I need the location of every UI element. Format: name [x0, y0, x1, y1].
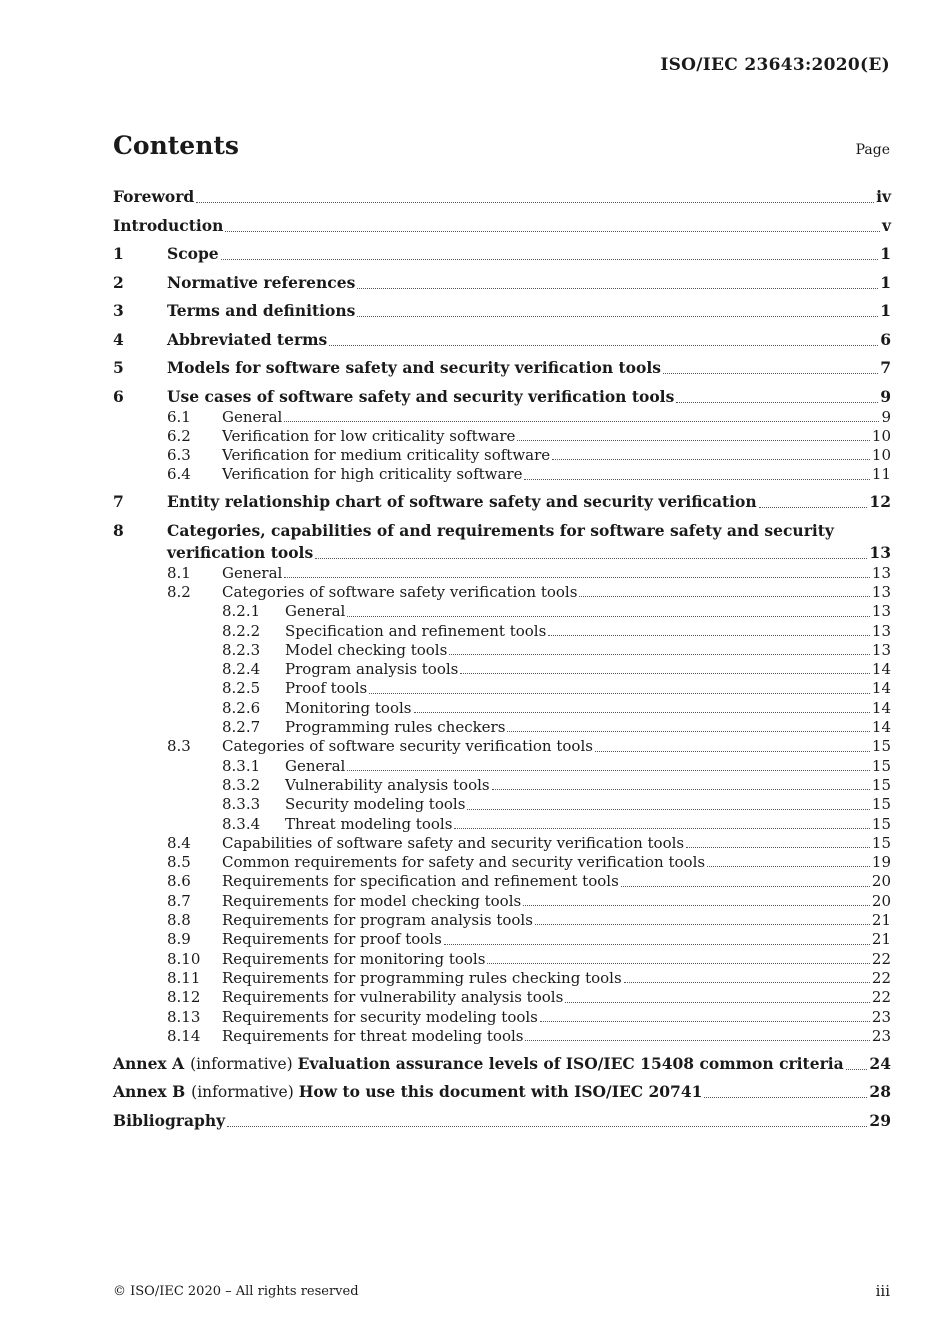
toc-entry-title: Requirements for threat modeling tools	[222, 1026, 524, 1045]
toc-entry-page: 15	[871, 756, 891, 775]
toc-entry-page: 22	[871, 949, 891, 968]
toc-entry-number: 5	[113, 358, 124, 377]
dot-leader	[449, 641, 870, 655]
toc-entry-page: 15	[871, 737, 891, 756]
toc-entry[interactable]	[113, 300, 891, 322]
toc-entry[interactable]	[113, 950, 891, 969]
toc-heading: Contents	[113, 131, 240, 160]
toc-entry[interactable]	[113, 427, 891, 446]
dot-leader	[347, 757, 870, 771]
toc-entry[interactable]	[113, 1081, 891, 1103]
toc-entry-page: 29	[869, 1110, 891, 1130]
toc-entry-title: Verification for low criticality software	[222, 426, 516, 445]
dot-leader	[284, 564, 870, 578]
dot-leader	[467, 795, 870, 809]
dot-leader	[284, 408, 879, 422]
dot-leader	[707, 853, 870, 867]
dot-leader	[523, 892, 870, 906]
toc-entry-number: 8.2.6	[222, 698, 261, 717]
toc-entry-title: Evaluation assurance levels of ISO/IEC 15408 common criteria	[297, 1053, 844, 1073]
dot-leader	[676, 386, 878, 403]
toc-entry-number: 8.1	[167, 563, 191, 582]
toc-entry-page: 28	[869, 1082, 891, 1102]
toc-entry[interactable]	[113, 872, 891, 891]
toc-entry-title: Categories of software security verification tools	[222, 737, 593, 756]
toc-entry[interactable]	[113, 583, 891, 602]
annex-note: (informative)	[191, 1083, 294, 1102]
toc-entry[interactable]	[113, 564, 891, 583]
toc-entry-page: 22	[871, 988, 891, 1007]
toc-entry-title: Requirements for programming rules checking tools	[222, 968, 622, 987]
dot-leader	[517, 427, 869, 441]
toc-entry[interactable]	[113, 520, 891, 542]
toc-entry[interactable]	[113, 465, 891, 484]
dot-leader	[548, 622, 870, 636]
toc-entry-title: Categories of software safety verification tools	[222, 582, 578, 601]
toc-entry-title: Requirements for model checking tools	[222, 891, 522, 910]
toc-entry-title: Terms and definitions	[167, 301, 356, 320]
toc-entry-number: 8.2	[167, 582, 191, 601]
toc-entry-page: v	[881, 215, 891, 235]
toc-entry-page: 7	[880, 358, 891, 377]
dot-leader	[227, 1110, 867, 1127]
toc-entry-title: Requirements for monitoring tools	[222, 949, 486, 968]
dot-leader	[196, 186, 874, 203]
toc-entry-page: 20	[871, 891, 891, 910]
toc-entry-page: 24	[869, 1053, 891, 1073]
toc-entry-number: 8.13	[167, 1007, 201, 1026]
toc-entry-number: 8.12	[167, 988, 201, 1007]
toc-entry[interactable]	[113, 988, 891, 1007]
toc-entry-title: Models for software safety and security verification tools	[167, 358, 661, 377]
toc-entry-number: 8.8	[167, 911, 191, 930]
toc-entry[interactable]	[113, 1053, 891, 1075]
toc-entry-number: 8.9	[167, 930, 191, 949]
toc-entry-title: Verification for high criticality software	[222, 465, 523, 484]
dot-leader	[444, 930, 870, 944]
toc-entry-page: 15	[871, 814, 891, 833]
page-column-label: Page	[855, 142, 890, 158]
toc-entry-page: 14	[871, 679, 891, 698]
toc-entry[interactable]	[113, 679, 891, 698]
dot-leader	[329, 329, 878, 346]
toc-entry[interactable]	[113, 622, 891, 641]
dot-leader	[507, 718, 869, 732]
toc-entry-number: 8.2.5	[222, 679, 261, 698]
toc-entry-page: 21	[871, 911, 891, 930]
toc-entry-page: 1	[880, 244, 891, 263]
toc-entry-page: 13	[869, 542, 891, 562]
toc-entry-title: Entity relationship chart of software safety and security verification	[167, 492, 757, 512]
dot-leader	[414, 699, 870, 713]
table-of-contents	[113, 186, 891, 1132]
toc-entry-title: General	[222, 563, 283, 582]
dot-leader	[595, 737, 870, 751]
dot-leader	[369, 679, 870, 693]
dot-leader	[552, 446, 870, 460]
toc-entry[interactable]	[113, 911, 891, 930]
toc-entry-page: 23	[871, 1026, 891, 1045]
toc-entry-title: verification tools	[167, 542, 314, 562]
dot-leader	[524, 465, 869, 479]
toc-entry-title: Categories, capabilities of and requirements for software safety and security	[167, 520, 834, 540]
toc-entry-page: 15	[871, 775, 891, 794]
toc-entry-number: 8.2.1	[222, 602, 261, 621]
toc-entry-title: Requirements for program analysis tools	[222, 911, 533, 930]
dot-leader	[315, 542, 867, 559]
dot-leader	[565, 988, 870, 1002]
dot-leader	[225, 215, 880, 232]
toc-entry-number: 2	[113, 272, 124, 292]
toc-entry-number: 8.2.7	[222, 718, 261, 737]
toc-entry-page: 1	[880, 272, 891, 292]
toc-entry-number: 8.5	[167, 853, 191, 872]
toc-entry[interactable]	[113, 542, 891, 564]
toc-entry-number: 8.4	[167, 833, 191, 852]
toc-entry-title: Foreword	[113, 187, 195, 206]
toc-entry[interactable]	[113, 834, 891, 853]
toc-entry-number: 3	[113, 301, 124, 320]
toc-entry-page: 13	[871, 640, 891, 659]
dot-leader	[624, 969, 870, 983]
toc-entry-number: 8.2.2	[222, 621, 261, 640]
toc-entry-title: Requirements for proof tools	[222, 930, 442, 949]
toc-entry-title: Bibliography	[113, 1110, 226, 1130]
toc-entry[interactable]	[113, 357, 891, 379]
toc-entry-page: 10	[871, 426, 891, 445]
toc-entry-number: 1	[113, 244, 124, 263]
toc-entry-page: 13	[871, 602, 891, 621]
toc-entry-title: Proof tools	[285, 679, 368, 698]
dot-leader	[846, 1053, 868, 1070]
toc-entry-number: 8.2.4	[222, 660, 261, 679]
toc-entry-title: Common requirements for safety and security verification tools	[222, 853, 706, 872]
annex-label: Annex A	[113, 1053, 185, 1073]
toc-entry-number: 6.4	[167, 465, 191, 484]
toc-entry[interactable]	[113, 718, 891, 737]
toc-entry-title: Model checking tools	[285, 640, 448, 659]
toc-entry[interactable]	[113, 641, 891, 660]
toc-entry[interactable]	[113, 776, 891, 795]
toc-entry[interactable]	[113, 491, 891, 513]
toc-entry[interactable]	[113, 795, 891, 814]
toc-entry-number: 4	[113, 329, 124, 349]
toc-entry-number: 8.2.3	[222, 640, 261, 659]
toc-entry-page: 1	[880, 301, 891, 320]
toc-entry-title: General	[285, 602, 346, 621]
toc-entry[interactable]	[113, 660, 891, 679]
toc-entry-page: 20	[871, 872, 891, 891]
toc-entry-page: 13	[871, 621, 891, 640]
dot-leader	[704, 1081, 867, 1098]
toc-entry-number: 8.14	[167, 1026, 201, 1045]
toc-entry-number: 8.7	[167, 891, 191, 910]
toc-entry-number: 8.3.4	[222, 814, 261, 833]
toc-entry-page: 19	[871, 853, 891, 872]
toc-entry-page: 22	[871, 968, 891, 987]
toc-entry-page: 6	[880, 329, 891, 349]
toc-entry-title: General	[222, 407, 283, 426]
toc-entry[interactable]	[113, 1027, 891, 1046]
toc-entry-title: Program analysis tools	[285, 660, 459, 679]
toc-entry[interactable]	[113, 892, 891, 911]
toc-entry[interactable]	[113, 1110, 891, 1132]
dot-leader	[221, 243, 879, 260]
toc-entry-page: 13	[871, 582, 891, 601]
annex-note: (informative)	[190, 1054, 293, 1073]
toc-entry-title: Capabilities of software safety and security verification tools	[222, 833, 685, 852]
dot-leader	[535, 911, 870, 925]
toc-entry-title: Monitoring tools	[285, 698, 412, 717]
toc-entry-number: 6.1	[167, 407, 191, 426]
dot-leader	[663, 357, 878, 374]
toc-entry[interactable]	[113, 930, 891, 949]
toc-entry-title: General	[285, 756, 346, 775]
dot-leader	[492, 776, 870, 790]
toc-entry-page: 12	[869, 492, 891, 512]
toc-entry-number: 8.3	[167, 737, 191, 756]
dot-leader	[347, 602, 870, 616]
toc-entry-title: Vulnerability analysis tools	[285, 775, 490, 794]
toc-entry[interactable]	[113, 737, 891, 756]
toc-entry[interactable]	[113, 853, 891, 872]
dot-leader	[357, 300, 878, 317]
toc-entry-page: iv	[876, 187, 891, 206]
toc-entry-number: 8.10	[167, 949, 201, 968]
toc-entry[interactable]	[113, 815, 891, 834]
toc-entry[interactable]	[113, 272, 891, 294]
dot-leader	[579, 583, 870, 597]
toc-entry-number: 8.3.3	[222, 795, 261, 814]
toc-entry-number: 6.3	[167, 446, 191, 465]
toc-entry-title: Security modeling tools	[285, 795, 466, 814]
dot-leader	[686, 834, 870, 848]
toc-entry-page: 11	[871, 465, 891, 484]
dot-leader	[525, 1027, 869, 1041]
dot-leader	[540, 1008, 870, 1022]
toc-entry-page: 13	[871, 563, 891, 582]
dot-leader	[487, 950, 869, 964]
copyright-notice: © ISO/IEC 2020 – All rights reserved	[113, 1284, 359, 1299]
toc-entry-title: Specification and refinement tools	[285, 621, 547, 640]
toc-entry-title: Verification for medium criticality software	[222, 446, 551, 465]
toc-entry-number: 8.6	[167, 872, 191, 891]
toc-entry-title: Use cases of software safety and security verification tools	[167, 386, 675, 406]
toc-entry-page: 9	[880, 386, 891, 406]
toc-entry-page: 14	[871, 660, 891, 679]
toc-entry-page: 14	[871, 698, 891, 717]
toc-entry-title: Introduction	[113, 215, 224, 235]
toc-entry-page: 14	[871, 718, 891, 737]
toc-entry-page: 10	[871, 446, 891, 465]
dot-leader	[621, 872, 870, 886]
toc-entry-title: Requirements for vulnerability analysis tools	[222, 988, 564, 1007]
toc-entry-title: Normative references	[167, 272, 356, 292]
toc-entry-title: Scope	[167, 244, 219, 263]
toc-entry-number: 6	[113, 386, 124, 406]
toc-entry-number: 8.3.1	[222, 756, 261, 775]
toc-entry-number: 8	[113, 520, 124, 540]
toc-entry-title: Threat modeling tools	[285, 814, 453, 833]
toc-entry[interactable]	[113, 1008, 891, 1027]
toc-entry[interactable]	[113, 969, 891, 988]
toc-entry-number: 8.3.2	[222, 775, 261, 794]
toc-entry[interactable]	[113, 243, 891, 265]
toc-entry-number: 6.2	[167, 426, 191, 445]
toc-entry-page: 21	[871, 930, 891, 949]
dot-leader	[460, 660, 870, 674]
toc-entry-page: 15	[871, 795, 891, 814]
toc-entry-number: 8.11	[167, 968, 201, 987]
toc-entry[interactable]	[113, 386, 891, 408]
toc-entry-title: Programming rules checkers	[285, 718, 506, 737]
toc-entry[interactable]	[113, 446, 891, 465]
toc-entry-title: How to use this document with ISO/IEC 20741	[298, 1082, 703, 1102]
toc-entry-title: Abbreviated terms	[167, 329, 328, 349]
document-id: ISO/IEC 23643:2020(E)	[660, 55, 890, 75]
toc-entry[interactable]	[113, 757, 891, 776]
toc-entry[interactable]	[113, 186, 891, 208]
toc-entry[interactable]	[113, 699, 891, 718]
toc-entry-page: 9	[881, 407, 891, 426]
page-number: iii	[875, 1282, 890, 1300]
toc-entry[interactable]	[113, 329, 891, 351]
toc-entry-page: 15	[871, 833, 891, 852]
toc-entry-page: 23	[871, 1007, 891, 1026]
toc-entry-number: 7	[113, 492, 124, 512]
dot-leader	[759, 491, 868, 508]
toc-entry[interactable]	[113, 602, 891, 621]
dot-leader	[357, 272, 878, 289]
toc-entry-title: Requirements for specification and refinement tools	[222, 872, 619, 891]
toc-entry[interactable]	[113, 215, 891, 237]
dot-leader	[454, 815, 870, 829]
toc-entry-title: Requirements for security modeling tools	[222, 1007, 538, 1026]
annex-label: Annex B	[113, 1082, 186, 1102]
toc-entry[interactable]	[113, 408, 891, 427]
